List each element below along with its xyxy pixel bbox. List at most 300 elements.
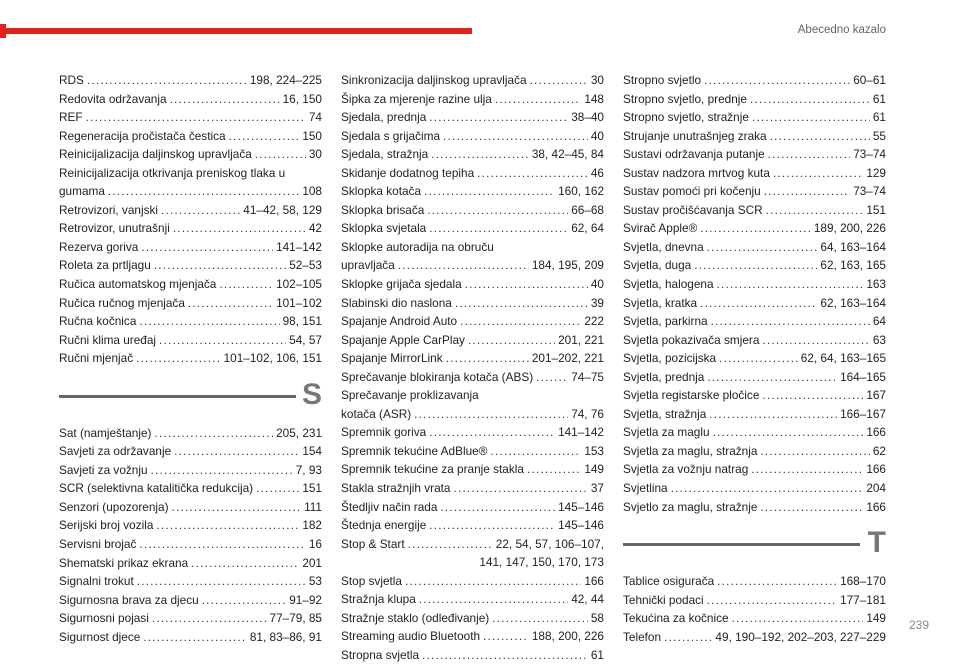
dot-leader bbox=[764, 182, 850, 201]
index-entry-term: Sat (namještanje) bbox=[59, 425, 152, 440]
dot-leader bbox=[431, 145, 529, 164]
dot-leader bbox=[219, 275, 273, 294]
index-entry bbox=[341, 182, 604, 201]
index-entry-row bbox=[341, 145, 604, 164]
index-entry-term: Savjeti za održavanje bbox=[59, 444, 172, 459]
index-entry-pages: 49, 190–192, 202–203, 227–229 bbox=[715, 629, 886, 644]
index-entry bbox=[623, 108, 886, 127]
index-entry-row bbox=[59, 256, 322, 275]
index-entry-pages: 129 bbox=[866, 165, 886, 180]
index-entry-term: Sjedala, prednja bbox=[341, 110, 427, 125]
index-entry bbox=[623, 238, 886, 257]
index-entry-row bbox=[623, 349, 886, 368]
index-entry-row bbox=[59, 424, 322, 443]
dot-leader bbox=[455, 294, 588, 313]
index-entry-term: Sinkronizacija daljinskog upravljača bbox=[341, 73, 527, 87]
index-entry-pages: 101–102, 106, 151 bbox=[223, 351, 322, 366]
index-entry-pages: 62, 64, 163–165 bbox=[800, 351, 886, 366]
index-entry bbox=[59, 108, 322, 127]
index-entry-pages: 145–146 bbox=[558, 518, 604, 533]
index-entry-term: Svjetla za vožnju natrag bbox=[623, 462, 749, 477]
index-entry-pages: 163 bbox=[866, 277, 886, 292]
index-entry-pages: 154 bbox=[302, 444, 322, 459]
index-entry-term: Ručna kočnica bbox=[59, 314, 137, 329]
dot-leader bbox=[427, 201, 568, 220]
index-entry-row bbox=[623, 164, 886, 183]
index-entry-row bbox=[341, 479, 604, 498]
index-entry-term: Spajanje Android Auto bbox=[341, 314, 458, 329]
dot-leader bbox=[229, 127, 300, 146]
index-entry bbox=[623, 349, 886, 368]
index-entry-row bbox=[623, 275, 886, 294]
index-entry-row bbox=[59, 498, 322, 517]
index-entry-term: Sjedala, stražnja bbox=[341, 147, 429, 162]
index-entry-row bbox=[59, 516, 322, 535]
index-entry-pages: 41–42, 58, 129 bbox=[243, 202, 322, 217]
dot-leader bbox=[174, 442, 299, 461]
index-entry-pages: 61 bbox=[872, 91, 886, 106]
index-entry-row bbox=[59, 108, 322, 127]
dot-leader bbox=[492, 609, 588, 628]
index-entry-term: Sigurnost djece bbox=[59, 629, 141, 644]
index-entry-pages: 91–92 bbox=[289, 592, 322, 607]
index-entry bbox=[623, 572, 886, 591]
index-entry-term: Sustav pročišćavanja SCR bbox=[623, 202, 763, 217]
dot-leader bbox=[694, 256, 817, 275]
dot-leader bbox=[154, 256, 286, 275]
dot-leader bbox=[137, 572, 306, 591]
index-entry-term: kotača (ASR) bbox=[341, 406, 412, 421]
section-divider bbox=[623, 516, 886, 572]
index-entry-term: Ručni klima uređaj bbox=[59, 332, 157, 347]
index-entry-pages: 149 bbox=[584, 462, 604, 477]
index-entry-term: Svjetlina bbox=[623, 481, 668, 496]
index-entry-pages: 74 bbox=[308, 110, 322, 125]
index-entry-pages: 201–202, 221 bbox=[531, 351, 604, 366]
index-entry-term: Savjeti za vožnju bbox=[59, 462, 148, 477]
index-entry bbox=[59, 479, 322, 498]
index-entry-term: Ručica automatskog mjenjača bbox=[59, 277, 217, 292]
dot-leader bbox=[143, 628, 247, 647]
index-entry-row bbox=[59, 554, 322, 573]
index-entry-term: Štedljiv način rada bbox=[341, 499, 438, 514]
index-entry-row bbox=[623, 182, 886, 201]
index-entry-pages: 62, 163–164 bbox=[820, 295, 886, 310]
index-entry-row bbox=[623, 591, 886, 610]
index-entry-term: Senzori (upozorenja) bbox=[59, 499, 169, 514]
index-column-3 bbox=[623, 71, 886, 646]
dot-leader bbox=[709, 405, 837, 424]
index-entry-pages: 151 bbox=[866, 202, 886, 217]
index-entry-pages: 53 bbox=[308, 574, 322, 589]
index-entry-pages: 58 bbox=[590, 610, 604, 625]
index-entry-pages: 166 bbox=[866, 425, 886, 440]
index-entry-term: Servisni brojač bbox=[59, 537, 137, 552]
dot-leader bbox=[152, 609, 267, 628]
dot-leader bbox=[405, 572, 581, 591]
index-entry bbox=[59, 238, 322, 257]
index-entry-term: Svjetla, pozicijska bbox=[623, 351, 717, 366]
index-entry bbox=[59, 145, 322, 164]
index-entry-row bbox=[341, 275, 604, 294]
index-entry-pages: 201, 221 bbox=[558, 332, 604, 347]
dot-leader bbox=[671, 479, 864, 498]
index-entry-term: upravljača bbox=[341, 258, 395, 273]
dot-leader bbox=[536, 368, 568, 387]
dot-leader bbox=[750, 90, 870, 109]
index-entry-term: Sustav pomoći pri kočenju bbox=[623, 184, 761, 199]
index-entry bbox=[341, 349, 604, 368]
index-entry-term: Slabinski dio naslona bbox=[341, 295, 452, 310]
dot-leader bbox=[139, 535, 306, 554]
index-entry-pages-continued: 141, 147, 150, 170, 173 bbox=[479, 555, 604, 570]
dot-leader bbox=[483, 627, 529, 646]
index-entry-row bbox=[623, 405, 886, 424]
index-entry-heading: Sprečavanje proklizavanja bbox=[341, 388, 479, 403]
index-entry bbox=[341, 516, 604, 535]
index-entry-row bbox=[623, 386, 886, 405]
index-entry-term: RDS bbox=[59, 73, 84, 87]
dot-leader bbox=[762, 331, 869, 350]
index-entry bbox=[623, 256, 886, 275]
index-entry-row bbox=[341, 498, 604, 517]
index-entry-pages: 198, 224–225 bbox=[249, 73, 322, 87]
index-entry bbox=[623, 386, 886, 405]
index-entry-row bbox=[341, 90, 604, 109]
index-entry bbox=[341, 294, 604, 313]
index-entry-term: Stropno svjetlo, prednje bbox=[623, 91, 747, 106]
index-entry-pages: 40 bbox=[590, 128, 604, 143]
index-entry bbox=[623, 628, 886, 647]
index-entry-pages: 177–181 bbox=[840, 592, 886, 607]
index-entry bbox=[623, 182, 886, 201]
index-entry-pages: 141–142 bbox=[558, 425, 604, 440]
index-entry-term: Tekućina za kočnice bbox=[623, 611, 729, 626]
index-entry bbox=[341, 275, 604, 294]
index-entry-row bbox=[59, 182, 322, 201]
index-entry-term: Reinicijalizacija daljinskog upravljača bbox=[59, 147, 252, 162]
index-entry-pages: 101–102 bbox=[276, 295, 322, 310]
page-title: Abecedno kazalo bbox=[797, 24, 886, 36]
dot-leader bbox=[159, 331, 286, 350]
index-entry bbox=[623, 71, 886, 90]
index-entry-row bbox=[341, 535, 604, 554]
index-entry-pages: 62, 163, 165 bbox=[820, 258, 886, 273]
index-entry-pages: 16, 150 bbox=[282, 91, 322, 106]
index-entry-row bbox=[59, 609, 322, 628]
index-entry-term: Regeneracija pročistača čestica bbox=[59, 128, 226, 143]
index-entry-row bbox=[341, 609, 604, 628]
index-entry-term: Svjetla, kratka bbox=[623, 295, 698, 310]
index-entry bbox=[59, 591, 322, 610]
index-entry-term: Serijski broj vozila bbox=[59, 518, 154, 533]
index-entry bbox=[341, 331, 604, 350]
index-entry-pages: 166 bbox=[866, 499, 886, 514]
index-entry-term: Spremnik goriva bbox=[341, 425, 427, 440]
dot-leader bbox=[713, 423, 864, 442]
index-entry-row bbox=[341, 127, 604, 146]
index-entry-pages: 151 bbox=[302, 481, 322, 496]
index-entry-row bbox=[341, 219, 604, 238]
index-entry-pages: 64 bbox=[872, 314, 886, 329]
index-entry-pages: 64, 163–164 bbox=[820, 239, 886, 254]
index-entry-pages: 153 bbox=[584, 443, 604, 458]
index-entry bbox=[623, 145, 886, 164]
dot-leader bbox=[700, 219, 811, 238]
index-entry-row bbox=[59, 275, 322, 294]
index-entry-row bbox=[341, 646, 604, 665]
index-entry-term: Spajanje MirrorLink bbox=[341, 351, 443, 366]
index-entry bbox=[341, 535, 604, 572]
index-entry-term: Spajanje Apple CarPlay bbox=[341, 332, 465, 347]
index-entry bbox=[59, 256, 322, 275]
index-entry-pages: 108 bbox=[302, 184, 322, 199]
section-divider bbox=[59, 368, 322, 424]
dot-leader bbox=[766, 201, 864, 220]
dot-leader bbox=[156, 516, 299, 535]
index-entry-row bbox=[59, 312, 322, 331]
index-entry bbox=[341, 108, 604, 127]
index-entry bbox=[623, 591, 886, 610]
index-entry bbox=[623, 164, 886, 183]
index-entry-row bbox=[623, 145, 886, 164]
page-number: 239 bbox=[908, 618, 929, 632]
dot-leader bbox=[717, 275, 864, 294]
index-entry-row bbox=[623, 628, 886, 647]
index-entry-term: Svjetla, stražnja bbox=[623, 406, 707, 421]
index-column-2 bbox=[341, 71, 604, 665]
index-entry-row bbox=[341, 331, 604, 350]
dot-leader bbox=[429, 108, 568, 127]
index-entry-pages: 148 bbox=[584, 91, 604, 106]
index-entry-term: Svjetla za maglu bbox=[623, 425, 710, 440]
index-entry-row bbox=[623, 609, 886, 628]
index-entry-term: Sjedala s grijačima bbox=[341, 128, 441, 143]
index-entry-row bbox=[341, 256, 604, 275]
index-entry bbox=[623, 423, 886, 442]
dot-leader bbox=[429, 219, 568, 238]
index-entry-row bbox=[341, 442, 604, 461]
index-entry-pages: 160, 162 bbox=[558, 184, 604, 199]
index-entry-pages: 22, 54, 57, 106–107, bbox=[495, 536, 604, 551]
index-entry bbox=[59, 219, 322, 238]
index-entry-pages: 145–146 bbox=[558, 499, 604, 514]
index-entry-row bbox=[341, 294, 604, 313]
index-entry bbox=[59, 424, 322, 443]
dot-leader bbox=[468, 331, 555, 350]
dot-leader bbox=[530, 71, 588, 90]
index-entry-row bbox=[59, 535, 322, 554]
index-entry-pages: 46 bbox=[590, 165, 604, 180]
index-entry bbox=[341, 164, 604, 183]
index-entry bbox=[341, 627, 604, 646]
index-entry bbox=[59, 628, 322, 647]
index-entry bbox=[623, 275, 886, 294]
index-entry bbox=[59, 554, 322, 573]
index-entry-pages: 98, 151 bbox=[282, 314, 322, 329]
index-entry bbox=[623, 294, 886, 313]
index-entry-pages: 38, 42–45, 84 bbox=[531, 147, 604, 162]
dot-leader bbox=[707, 591, 837, 610]
index-entry-row bbox=[341, 312, 604, 331]
index-entry-row bbox=[623, 201, 886, 220]
index-entry-row bbox=[59, 572, 322, 591]
index-entry-row bbox=[59, 71, 322, 90]
index-entry bbox=[341, 460, 604, 479]
index-entry-term: Stropno svjetlo, stražnje bbox=[623, 110, 749, 125]
index-entry-row bbox=[59, 591, 322, 610]
dot-leader bbox=[424, 182, 555, 201]
index-entry-row bbox=[341, 164, 604, 183]
index-entry-pages: 167 bbox=[866, 388, 886, 403]
dot-leader bbox=[141, 238, 273, 257]
index-entry-pages: 73–74 bbox=[853, 184, 886, 199]
index-entry-row bbox=[59, 90, 322, 109]
index-entry-term: Roleta za prtljagu bbox=[59, 258, 151, 273]
dot-leader bbox=[762, 386, 863, 405]
dot-leader bbox=[446, 349, 529, 368]
index-entry bbox=[341, 127, 604, 146]
index-entry bbox=[59, 164, 322, 201]
index-entry-row bbox=[623, 479, 886, 498]
section-letter: S bbox=[301, 377, 322, 411]
dot-leader bbox=[414, 405, 568, 424]
index-entry bbox=[59, 201, 322, 220]
index-entry-pages: 168–170 bbox=[840, 574, 886, 589]
index-entry-pages: 30 bbox=[308, 147, 322, 162]
dot-leader bbox=[154, 424, 273, 443]
dot-leader bbox=[751, 460, 863, 479]
index-entry-row bbox=[341, 71, 604, 90]
index-entry-row bbox=[623, 219, 886, 238]
index-entry bbox=[623, 90, 886, 109]
dot-leader bbox=[760, 498, 863, 517]
index-entry-term: Svirač Apple® bbox=[623, 221, 698, 236]
index-entry-row bbox=[341, 460, 604, 479]
dot-leader bbox=[732, 609, 864, 628]
index-entry-pages: 204 bbox=[866, 481, 886, 496]
index-entry-term: Stakla stražnjih vrata bbox=[341, 481, 451, 496]
index-entry-term: Ručica ručnog mjenjača bbox=[59, 295, 185, 310]
dot-leader bbox=[398, 256, 529, 275]
dot-leader bbox=[711, 312, 870, 331]
index-entry-term: Sklopka svjetala bbox=[341, 221, 427, 236]
index-entry bbox=[341, 498, 604, 517]
index-entry bbox=[341, 90, 604, 109]
index-entry-term: Svjetla, dnevna bbox=[623, 239, 704, 254]
index-entry-term: Signalni trokut bbox=[59, 574, 134, 589]
index-entry-term: Streaming audio Bluetooth bbox=[341, 629, 481, 644]
index-entry-row bbox=[341, 108, 604, 127]
index-entry bbox=[623, 219, 886, 238]
index-entry-heading: Reinicijalizacija otkrivanja preniskog tlaka u bbox=[59, 165, 286, 180]
index-entry-row bbox=[341, 516, 604, 535]
index-entry-row bbox=[623, 423, 886, 442]
index-entry bbox=[59, 331, 322, 350]
index-entry bbox=[59, 461, 322, 480]
index-entry bbox=[623, 127, 886, 146]
index-entry-term: Stražnje staklo (odleđivanje) bbox=[341, 610, 490, 625]
dot-leader bbox=[191, 554, 299, 573]
index-entry bbox=[59, 71, 322, 90]
dot-leader bbox=[527, 460, 581, 479]
index-entry-term: Svjetla, halogena bbox=[623, 277, 714, 292]
index-entry-term: Sklopke grijača sjedala bbox=[341, 277, 462, 292]
header-accent-bar bbox=[0, 28, 472, 34]
index-entry-term: Shematski prikaz ekrana bbox=[59, 555, 189, 570]
index-entry-row bbox=[341, 201, 604, 220]
dot-leader bbox=[454, 479, 588, 498]
index-entry-pages: 61 bbox=[872, 110, 886, 125]
dot-leader bbox=[151, 461, 293, 480]
dot-leader bbox=[408, 535, 493, 554]
index-entry bbox=[623, 609, 886, 628]
dot-leader bbox=[768, 145, 851, 164]
index-entry-term: Skidanje dodatnog tepiha bbox=[341, 165, 475, 180]
index-entry bbox=[59, 349, 322, 368]
index-entry bbox=[341, 590, 604, 609]
index-entry-row bbox=[341, 590, 604, 609]
index-entry-row bbox=[341, 368, 604, 387]
dot-leader bbox=[443, 127, 588, 146]
index-entry-term: Retrovizori, vanjski bbox=[59, 202, 158, 217]
index-entry-row bbox=[623, 238, 886, 257]
index-entry-term: Svjetlo za maglu, stražnje bbox=[623, 499, 758, 514]
index-entry-row bbox=[59, 238, 322, 257]
dot-leader bbox=[170, 90, 280, 109]
index-entry-row bbox=[623, 256, 886, 275]
index-entry bbox=[623, 498, 886, 517]
index-entry-pages: 54, 57 bbox=[289, 332, 322, 347]
dot-leader bbox=[773, 164, 863, 183]
index-entry-term: SCR (selektivna katalitička redukcija) bbox=[59, 481, 254, 496]
index-entry-term: Sustav nadzora mrtvog kuta bbox=[623, 165, 770, 180]
index-entry-pages: 37 bbox=[590, 481, 604, 496]
index-entry-term: Strujanje unutrašnjeg zraka bbox=[623, 128, 767, 143]
index-entry-term: Sklopka brisača bbox=[341, 202, 425, 217]
index-entry-pages: 38–40 bbox=[571, 110, 604, 125]
index-entry-term: Tablice osigurača bbox=[623, 574, 715, 589]
index-entry-term: Svjetla pokazivača smjera bbox=[623, 332, 760, 347]
index-entry-term: Stop & Start bbox=[341, 536, 405, 551]
index-entry-term: Svjetla, duga bbox=[623, 258, 692, 273]
index-entry-row bbox=[59, 331, 322, 350]
dot-leader bbox=[419, 590, 568, 609]
index-entry-row bbox=[59, 145, 322, 164]
dot-leader bbox=[664, 628, 712, 647]
dot-leader bbox=[465, 275, 588, 294]
index-entry-row bbox=[341, 627, 604, 646]
dot-leader bbox=[87, 71, 247, 90]
dot-leader bbox=[477, 164, 588, 183]
index-entry-row bbox=[623, 90, 886, 109]
index-entry-row bbox=[623, 71, 886, 90]
dot-leader bbox=[429, 423, 555, 442]
index-entry-pages: 77–79, 85 bbox=[269, 611, 322, 626]
index-entry-pages: 55 bbox=[872, 128, 886, 143]
index-entry-term: Rezerva goriva bbox=[59, 239, 139, 254]
index-entry bbox=[341, 646, 604, 665]
index-entry-term: Stropno svjetlo bbox=[623, 73, 702, 87]
index-entry-term: Spremnik tekućine AdBlue® bbox=[341, 443, 488, 458]
index-entry-term: Redovita održavanja bbox=[59, 91, 167, 106]
index-entry-term: Stop svjetla bbox=[341, 573, 402, 588]
index-entry-pages: 81, 83–86, 91 bbox=[249, 629, 322, 644]
index-entry-pages: 60–61 bbox=[853, 73, 886, 87]
index-entry-term: Retrovizor, unutrašnji bbox=[59, 221, 170, 236]
index-entry-pages: 201 bbox=[302, 555, 322, 570]
index-entry-pages: 188, 200, 226 bbox=[531, 629, 604, 644]
